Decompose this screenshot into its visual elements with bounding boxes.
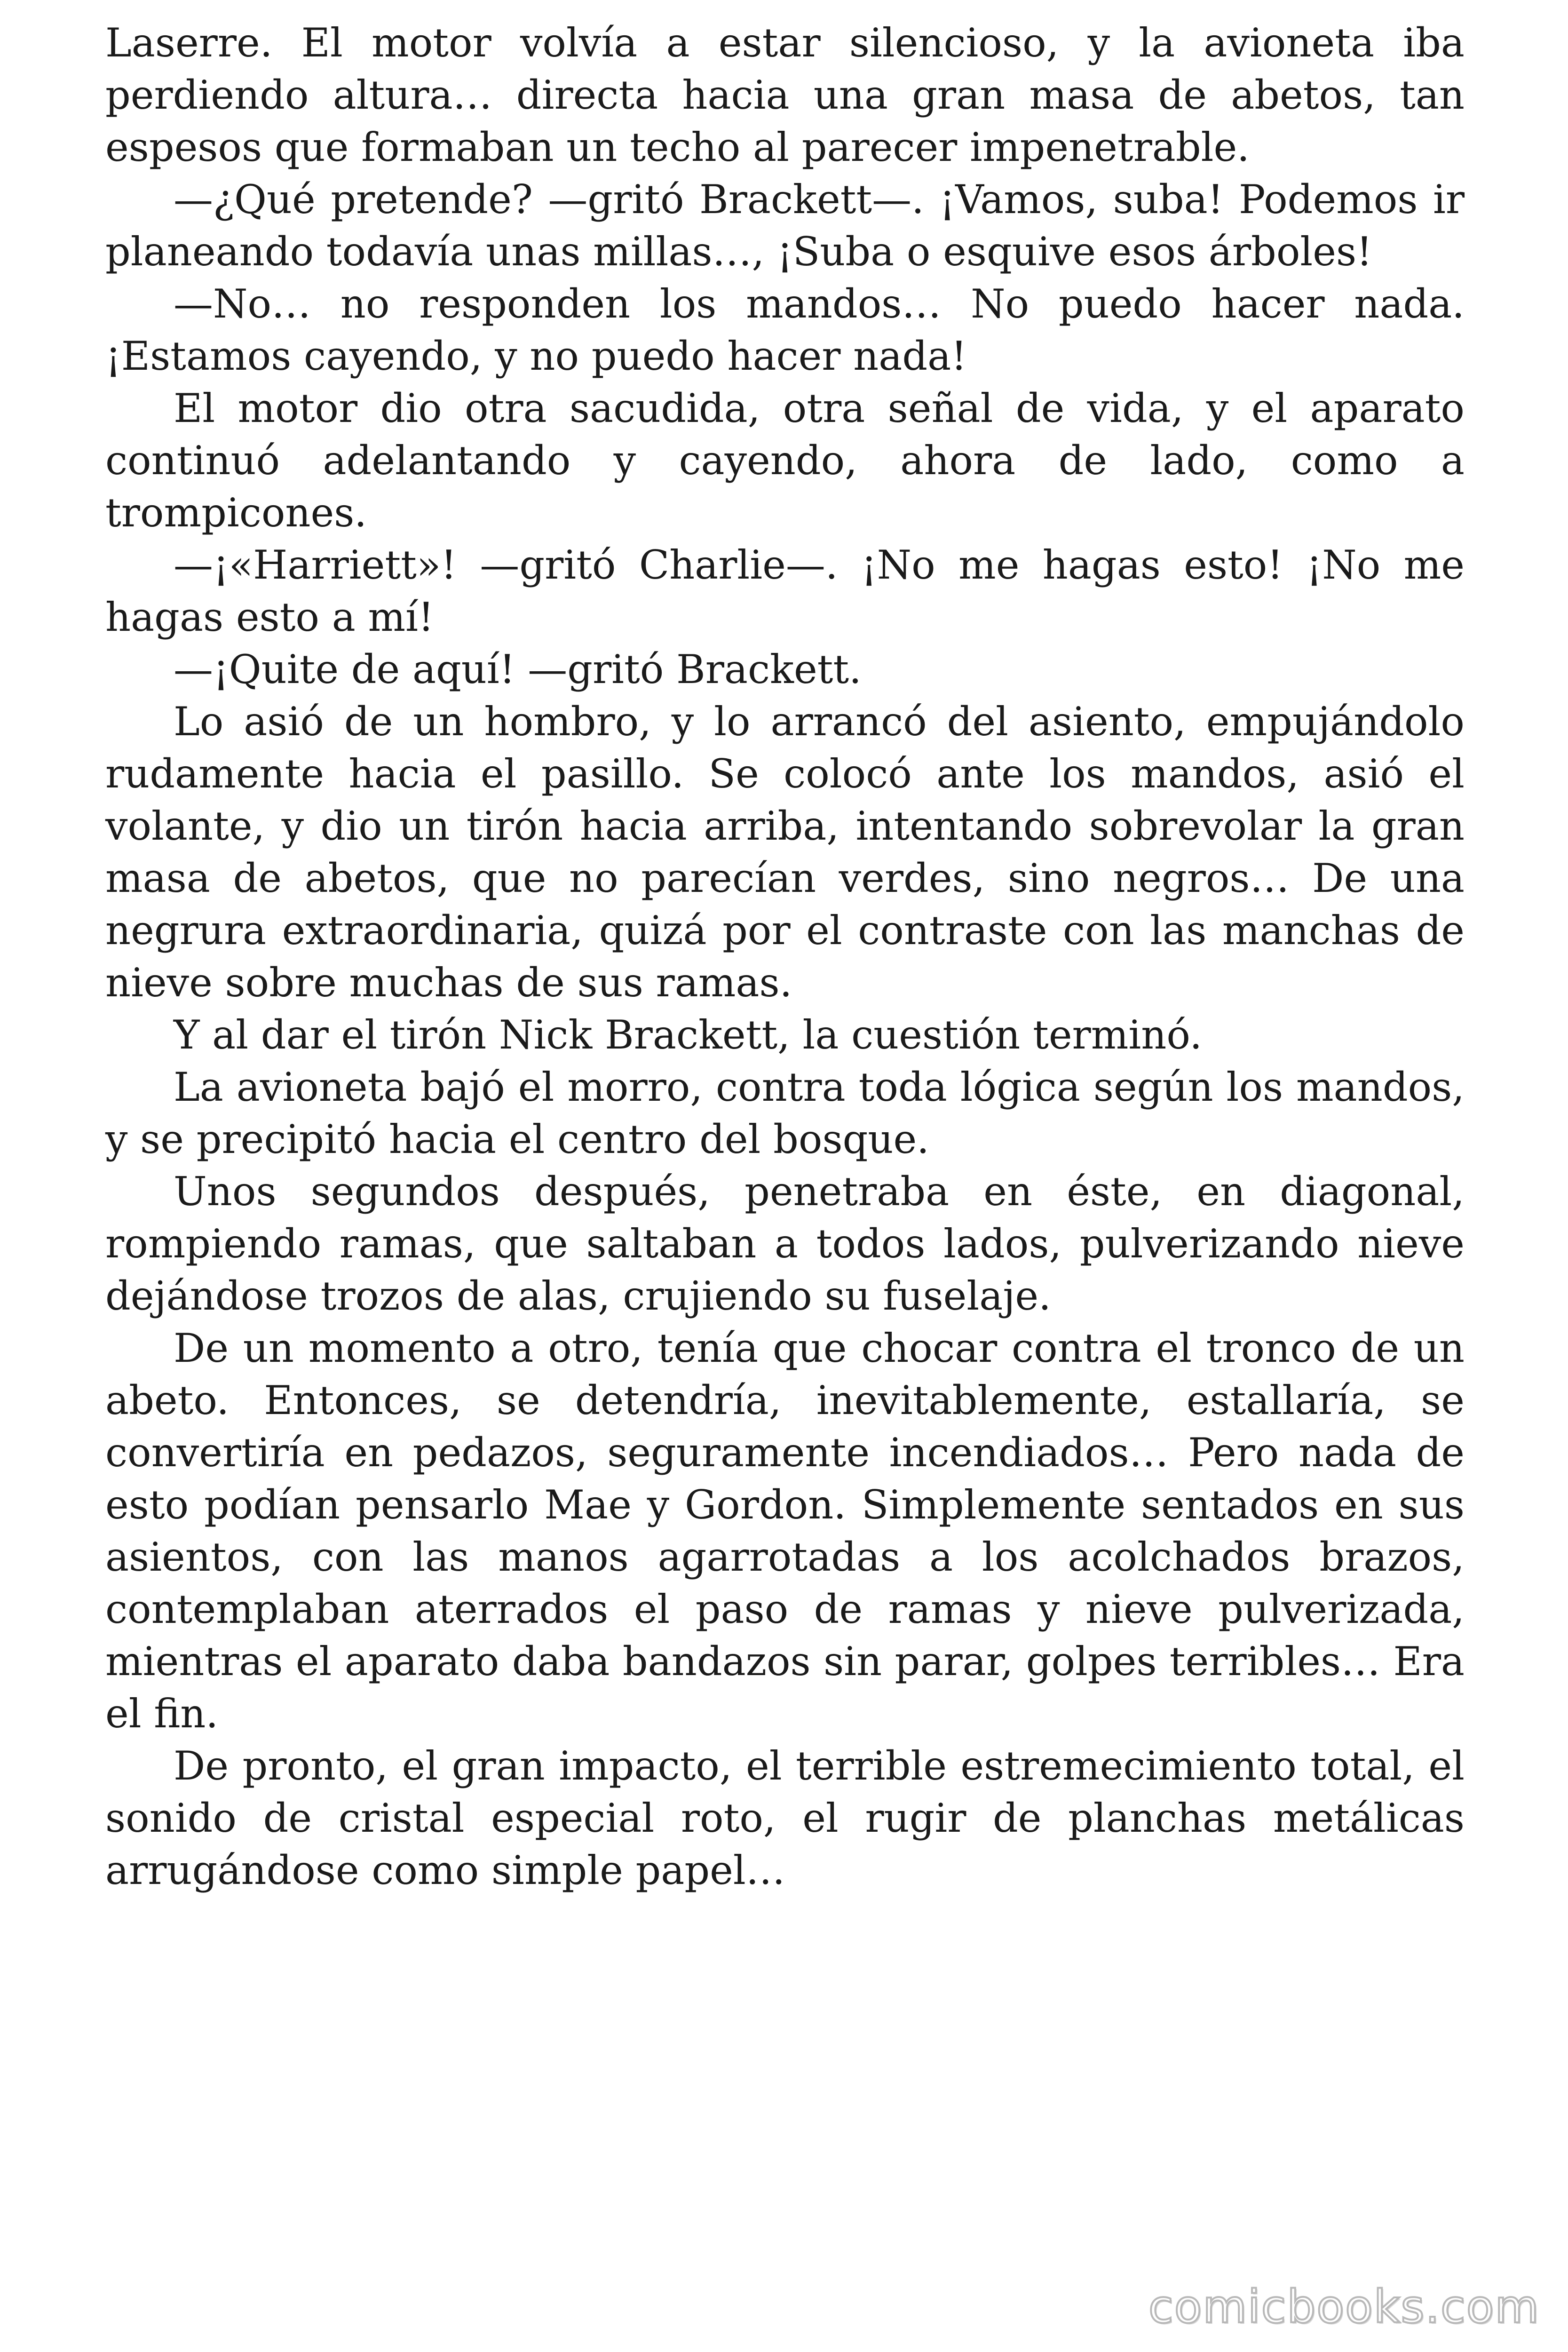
body-text: [105, 17, 1465, 1897]
paragraph: De pronto, el gran impacto, el terrible estremecimiento total, el sonido de cristal especial roto, el rugir de planchas metálicas arrugándose como simple papel…: [105, 1743, 1465, 1893]
paragraph: —¡Quite de aquí! —gritó Brackett.: [174, 646, 862, 692]
paragraph: De un momento a otro, tenía que chocar contra el tronco de un abeto. Entonces, se detendría, inevitablemente, estallaría, se convertiría en pedazos, seguramente incendiados… Pero nada de esto podían pensarlo Mae y Gordon. Simplemente sentados en sus asientos, con las manos agarrotadas a los acolchados brazos, contemplaban aterrados el paso de ramas y nieve pulverizada, mientras el aparato daba bandazos sin parar, golpes terribles… Era el fin.: [105, 1325, 1465, 1737]
watermark-logo: comicbooks.com: [1148, 2280, 1540, 2333]
paragraph: Laserre. El motor volvía a estar silencioso, y la avioneta iba perdiendo altura… directa hacia una gran masa de abetos, tan espesos que formaban un techo al parecer impenetrable.: [105, 20, 1465, 170]
paragraph: El motor dio otra sacudida, otra señal de vida, y el aparato continuó adelantando y cayendo, ahora de lado, como a trompicones.: [105, 385, 1465, 536]
paragraph: Lo asió de un hombro, y lo arrancó del asiento, empujándolo rudamente hacia el pasillo. Se colocó ante los mandos, asió el volante, y dio un tirón hacia arriba, intentando sobrevolar la gran masa de abetos, que no parecían verdes, sino negros… De una negrura extraordinaria, quizá por el contraste con las manchas de nieve sobre muchas de sus ramas.: [105, 699, 1465, 1006]
paragraph: Y al dar el tirón Nick Brackett, la cuestión terminó.: [174, 1012, 1203, 1058]
paragraph: —No… no responden los mandos… No puedo hacer nada. ¡Estamos cayendo, y no puedo hacer nada!: [105, 281, 1465, 379]
paragraph: La avioneta bajó el morro, contra toda lógica según los mandos, y se precipitó hacia el centro del bosque.: [105, 1064, 1465, 1162]
paragraph: —¡«Harriett»! —gritó Charlie—. ¡No me hagas esto! ¡No me hagas esto a mí!: [105, 542, 1465, 640]
paragraph: Unos segundos después, penetraba en éste, en diagonal, rompiendo ramas, que saltaban a todos lados, pulverizando nieve dejándose trozos de alas, crujiendo su fuselaje.: [105, 1168, 1465, 1319]
paragraph: —¿Qué pretende? —gritó Brackett—. ¡Vamos, suba! Podemos ir planeando todavía unas millas…, ¡Suba o esquive esos árboles!: [105, 176, 1465, 275]
